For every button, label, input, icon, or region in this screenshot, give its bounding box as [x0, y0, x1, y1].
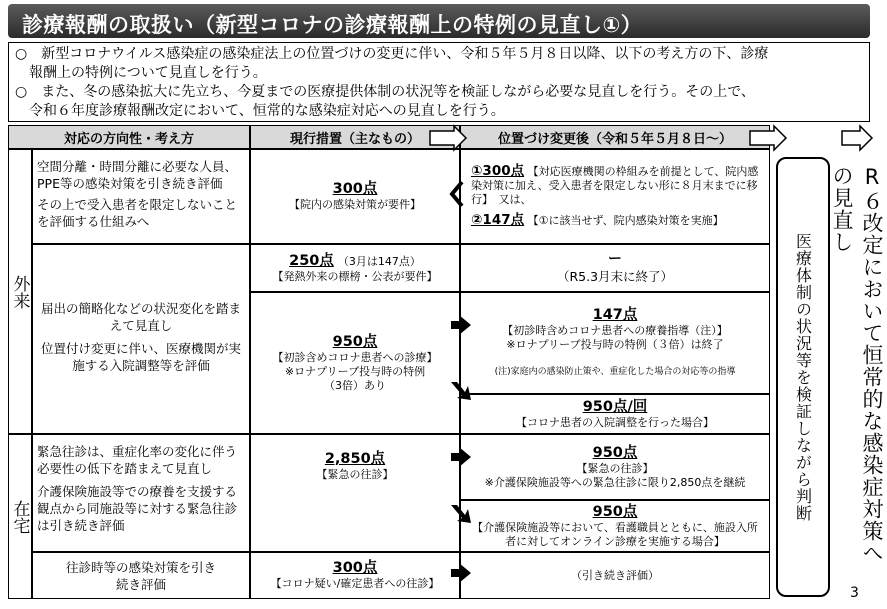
row5-direction-b: 介護保険施設等での療養を支援する観点から同施設等に対する緊急往診は引き続き評価	[37, 484, 238, 533]
row1-direction-a: 空間分離・時間分離に必要な人員、PPE等の感染対策を引き続き評価	[37, 159, 238, 191]
row6-new	[460, 500, 770, 552]
row1-current	[250, 149, 460, 244]
row6-new-points: 950点	[592, 503, 638, 520]
row1-new-option1	[471, 164, 763, 207]
row7-new-text: （引き続き評価）	[571, 568, 659, 582]
row3-current-note2: ※ロナプリーブ投与時の特例	[284, 364, 426, 378]
header-after-change: 位置づけ変更後（令和５年５月８日～）	[460, 125, 770, 149]
row2-current	[250, 244, 460, 292]
r6-revision-note	[830, 165, 884, 585]
row7-new	[460, 552, 770, 599]
row3-direction-a: 届出の簡略化などの状況変化を踏まえて見直し	[40, 301, 241, 333]
row2-current-sub: （3月は147点）	[337, 255, 421, 268]
row5-new-note1: 【緊急の往診】	[576, 461, 654, 475]
intro-line: ○ 新型コロナウイルス感染症の感染症法上の位置づけの変更に伴い、令和５年５月８日以降、以下の考え方の下、診療	[15, 46, 769, 62]
row1-new-option1-points: ①300点	[471, 163, 525, 179]
header-arrow-1	[430, 126, 466, 150]
row5-direction	[32, 434, 250, 552]
row3-current-note1: 【初診含めコロナ患者への診療】	[272, 350, 438, 364]
row3-direction-b: 位置付け変更に伴い、医療機関が実施する入院調整等を評価	[40, 341, 241, 373]
header-current: 現行措置（主なもの）	[250, 125, 460, 149]
row4-new-note: 【コロナ患者の入院調整を行った場合】	[516, 415, 714, 429]
row5-current	[250, 434, 460, 552]
row1-current-note: 【院内の感染対策が要件】	[289, 198, 421, 211]
arrow-down-right-icon	[451, 382, 471, 400]
row3-new-points: 147点	[592, 307, 638, 323]
row1-direction	[32, 149, 250, 244]
row7-current-note: 【コロナ疑い/確定患者への往診】	[270, 577, 440, 590]
row2-current-note: 【発熱外来の標榜・公表が要件】	[272, 270, 438, 283]
row3-direction	[32, 244, 250, 434]
row7-current-points: 300点	[332, 560, 378, 576]
intro-line: 報酬上の特例について見直しを行う。	[29, 65, 267, 81]
arrow-right-icon	[451, 315, 471, 335]
row3-current-note3: （3倍）あり	[324, 378, 386, 392]
row5-current-note: 【緊急の往診】	[316, 468, 394, 481]
row1-new-option2	[471, 213, 763, 228]
row4-new-points: 950点/回	[582, 398, 648, 415]
row7-direction-text: 往診時等の感染対策を引き続き評価	[65, 559, 216, 592]
row2-current-points: 250点	[289, 253, 334, 269]
intro-line: 令和６年度診療報酬改定において、恒常的な感染症対応への見直しを行う。	[29, 103, 505, 119]
row5-current-points: 2,850点	[324, 451, 386, 467]
review-box	[776, 157, 830, 597]
arrow-right-icon	[451, 447, 471, 467]
row2-current-points-line	[289, 252, 421, 270]
row3-current	[250, 292, 460, 434]
arrow-down-right-icon	[451, 505, 471, 523]
header-arrow-2	[750, 126, 786, 150]
arrow-right-icon	[451, 563, 471, 583]
header-arrow-3	[842, 126, 872, 150]
title-bar	[0, 0, 879, 41]
transition-arrows	[449, 300, 475, 590]
row3-new-note2: ※ロナプリーブ投与時の特例（３倍）は終了	[506, 338, 724, 351]
row4-new	[460, 394, 770, 434]
row7-direction	[32, 552, 250, 599]
row1-new-option1-text: 【対応医療機関の枠組みを前提として、院内感染対策に加え、受入患者を限定しない形に８月末までに移行】 又は、	[471, 165, 759, 206]
row5-direction-a: 緊急往診は、重症化率の変化に伴う必要性の低下を踏まえて見直し	[37, 444, 238, 476]
row1-current-points: 300点	[332, 181, 378, 197]
section-label-zaitaku: 在宅	[9, 499, 30, 534]
row7-current	[250, 552, 460, 599]
intro-line: ○ また、冬の感染拡大に先立ち、今夏までの医療提供体制の状況等を検証しながら必要な見直しを行う。その上で、	[15, 84, 755, 100]
row1-new-option2-text: 【①に該当せず、院内感染対策を実施】	[527, 214, 724, 227]
row1-new-option2-points: ②147点	[471, 212, 525, 228]
r6-revision-text: R６改定において恒常的な感染症対策への見直し	[830, 165, 884, 564]
row3-current-points: 950点	[332, 333, 378, 350]
section-label-gairai: 外来	[9, 274, 30, 309]
row3-new-foot: (注)家庭内の感染防止策や、重症化した場合の対応等の指導	[494, 367, 736, 377]
intro-box	[8, 42, 870, 122]
header-direction: 対応の方向性・考え方	[8, 125, 250, 149]
header-arrows	[428, 125, 879, 151]
page-number: 3	[850, 585, 859, 601]
review-box-text: 医療体制の状況等を検証しながら判断	[793, 232, 813, 522]
row1-direction-b: その上で受入患者を限定しないことを評価する仕組みへ	[37, 197, 238, 229]
row1-branch-arrow-icon	[448, 180, 468, 208]
row3-new	[460, 292, 770, 394]
row5-new-note2: ※介護保険施設等への緊急往診に限り2,850点を継続	[484, 475, 746, 489]
row2-new	[460, 244, 770, 292]
row6-new-note: 【介護保険施設等において、看護職員とともに、施設入所者に対してオンライン診療を実施する場合】	[472, 520, 758, 548]
row3-new-note1: 【初診時含めコロナ患者への療養指導（注）】	[502, 324, 728, 337]
page-title: 診療報酬の取扱い（新型コロナの診療報酬上の特例の見直し①）	[22, 13, 643, 37]
row5-new	[460, 434, 770, 500]
row2-new-text: （R5.3月末に終了）	[556, 269, 674, 284]
row1-new	[460, 149, 770, 244]
row2-new-dash: ー	[608, 251, 622, 267]
row5-new-points: 950点	[592, 444, 638, 461]
